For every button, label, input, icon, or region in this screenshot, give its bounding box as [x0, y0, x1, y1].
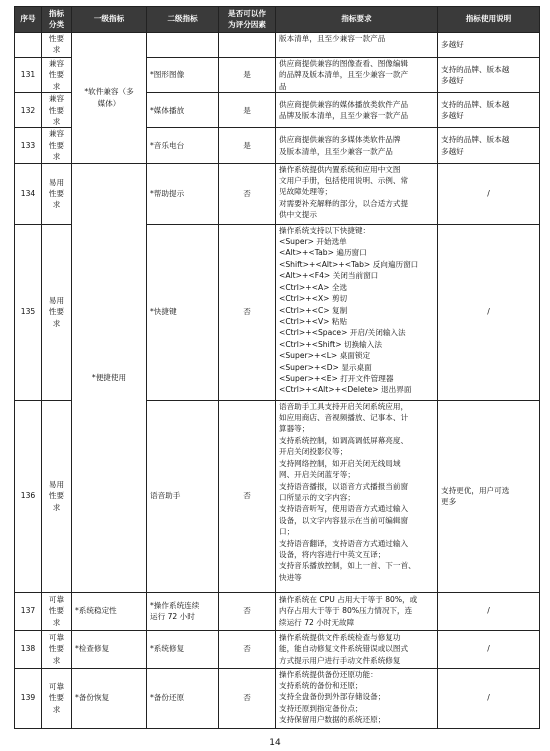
- row-level2: *快捷键: [147, 224, 219, 400]
- row-scoring: 否: [219, 163, 276, 224]
- table-row: [15, 592, 540, 630]
- row-category: 可靠 性要 求: [42, 668, 72, 728]
- row-level1: *检查修复: [72, 630, 147, 668]
- row-category: 性要 求: [42, 33, 72, 58]
- row-usage-note: /: [438, 668, 540, 728]
- row-no: 133: [15, 128, 42, 163]
- row-category: 兼容 性要 求: [42, 58, 72, 93]
- header-usage-note: 指标使用说明: [438, 7, 540, 33]
- table-header-row: [15, 7, 540, 33]
- row-requirement: 语音助手工具支持开启关闭系统应用， 如应用商店、音视频播放、记事本、计 算器等； 支持系统控制，如调高调低屏幕亮度、 开启关闭投影仪等； 支持网络控制，如开启关闭无线局域 网、开启关闭蓝牙等； 支持语音播报，以语音方式播报当前窗 口所显示的文字内容； 支持语音听写，使用语音方式通过输入 设备，以文字内容显示在当前可编辑窗 口； 支持语音翻译，支持语音方式通过输入 设备，将内容进行中英文互译； 支持音乐播放控制，如上一首、下一首、 快进等: [276, 400, 438, 592]
- header-category: 指标 分类: [42, 7, 72, 33]
- row-no: 138: [15, 630, 42, 668]
- header-scoring: 是否可以作 为评分因素: [219, 7, 276, 33]
- row-scoring: 否: [219, 668, 276, 728]
- row-usage-note: 支持的品牌、版本越 多越好: [438, 58, 540, 93]
- row-level2: *帮助提示: [147, 163, 219, 224]
- row-scoring: [219, 33, 276, 58]
- row-no: 136: [15, 400, 42, 592]
- row-usage-note: /: [438, 163, 540, 224]
- row-usage-note: 支持更优，用户可选 更多: [438, 400, 540, 592]
- row-requirement: 供应商提供兼容的图像查看、图像编辑 的品牌及版本清单，且至少兼容一款产 品: [276, 58, 438, 93]
- table-row: [15, 630, 540, 668]
- row-category: 兼容 性要 求: [42, 93, 72, 128]
- merged-level1-multimedia: *软件兼容（多 媒体）: [72, 33, 147, 164]
- row-scoring: 是: [219, 58, 276, 93]
- header-level1: 一级指标: [72, 7, 147, 33]
- table-row: [15, 668, 540, 728]
- row-no: [15, 33, 42, 58]
- row-no: 135: [15, 224, 42, 400]
- row-level1: *系统稳定性: [72, 592, 147, 630]
- row-level2: *备份还原: [147, 668, 219, 728]
- row-requirement: 操作系统提供备份还原功能： 支持系统的备份和还原； 支持全盘备份到外部存储设备； 支持还原到指定备份点； 支持保留用户数据的系统还原；: [276, 668, 438, 728]
- row-requirement: 操作系统在 CPU 占用大于等于 80%，或 内存占用大于等于 80%压力情况下，连 续运行 72 小时无故障: [276, 592, 438, 630]
- row-no: 134: [15, 163, 42, 224]
- row-usage-note: 多越好: [438, 33, 540, 58]
- header-no: 序号: [15, 7, 42, 33]
- header-requirement: 指标要求: [276, 7, 438, 33]
- row-category: 易用 性要 求: [42, 400, 72, 592]
- row-usage-note: /: [438, 592, 540, 630]
- row-no: 139: [15, 668, 42, 728]
- row-scoring: 否: [219, 224, 276, 400]
- row-level2: 语音助手: [147, 400, 219, 592]
- row-level2: *操作系统连续 运行 72 小时: [147, 592, 219, 630]
- row-scoring: 否: [219, 592, 276, 630]
- row-level2: *图形图像: [147, 58, 219, 93]
- row-scoring: 否: [219, 630, 276, 668]
- table-row: [15, 163, 540, 224]
- row-level2: *音乐电台: [147, 128, 219, 163]
- row-requirement: 供应商提供兼容的媒体播放类软件产品 品牌及版本清单，且至少兼容一款产品: [276, 93, 438, 128]
- header-level2: 二级指标: [147, 7, 219, 33]
- row-category: 可靠 性要 求: [42, 630, 72, 668]
- row-scoring: 否: [219, 400, 276, 592]
- row-category: 可靠 性要 求: [42, 592, 72, 630]
- row-requirement: 供应商提供兼容的多媒体类软件品牌 及版本清单，且至少兼容一款产品: [276, 128, 438, 163]
- row-requirement: 版本清单，且至少兼容一款产品: [276, 33, 438, 58]
- document-page: [14, 6, 539, 729]
- row-scoring: 是: [219, 128, 276, 163]
- row-no: 131: [15, 58, 42, 93]
- row-category: 兼容 性要 求: [42, 128, 72, 163]
- row-level2: *媒体播放: [147, 93, 219, 128]
- row-category: 易用 性要 求: [42, 224, 72, 400]
- row-no: 132: [15, 93, 42, 128]
- row-category: 易用 性要 求: [42, 163, 72, 224]
- merged-level1-ease-of-use: *便捷使用: [72, 163, 147, 592]
- row-level2: *系统修复: [147, 630, 219, 668]
- row-level2: [147, 33, 219, 58]
- row-requirement: 操作系统提供文件系统检查与修复功 能，能自动修复文件系统错误或以图式 方式提示用户进行手动文件系统修复: [276, 630, 438, 668]
- table-row: [15, 33, 540, 58]
- row-no: 137: [15, 592, 42, 630]
- indicator-table: [14, 6, 540, 729]
- row-usage-note: /: [438, 630, 540, 668]
- row-usage-note: 支持的品牌、版本越 多越好: [438, 128, 540, 163]
- row-level1: *备份恢复: [72, 668, 147, 728]
- row-scoring: 是: [219, 93, 276, 128]
- row-usage-note: /: [438, 224, 540, 400]
- page-number: 14: [269, 738, 281, 748]
- row-usage-note: 支持的品牌、版本越 多越好: [438, 93, 540, 128]
- row-requirement: 操作系统支持以下快捷键： <Super> 开始选单 <Alt>+<Tab> 遍历窗口 <Shift>+<Alt>+<Tab> 反向遍历窗口 <Alt>+<F4> 关闭当前窗口 <Ctrl>+<A> 全选 <Ctrl>+<X> 剪切 <Ctrl>+<C> 复制 <Ctrl>+<V> 粘贴 <Ctrl>+<Space> 开启/关闭输入法 <Ctrl>+<Shift> 切换输入法 <Super>+<L> 桌面锁定 <Super>+<D> 显示桌面 <Super>+<E> 打开文件管理器 <Ctrl>+<Alt>+<Delete> 退出界面: [276, 224, 438, 400]
- row-requirement: 操作系统提供内置系统和应用中文图 文用户手册，包括使用说明、示例、常 见故障处理等； 对需要补充解释的部分，以合适方式提 供中文提示: [276, 163, 438, 224]
